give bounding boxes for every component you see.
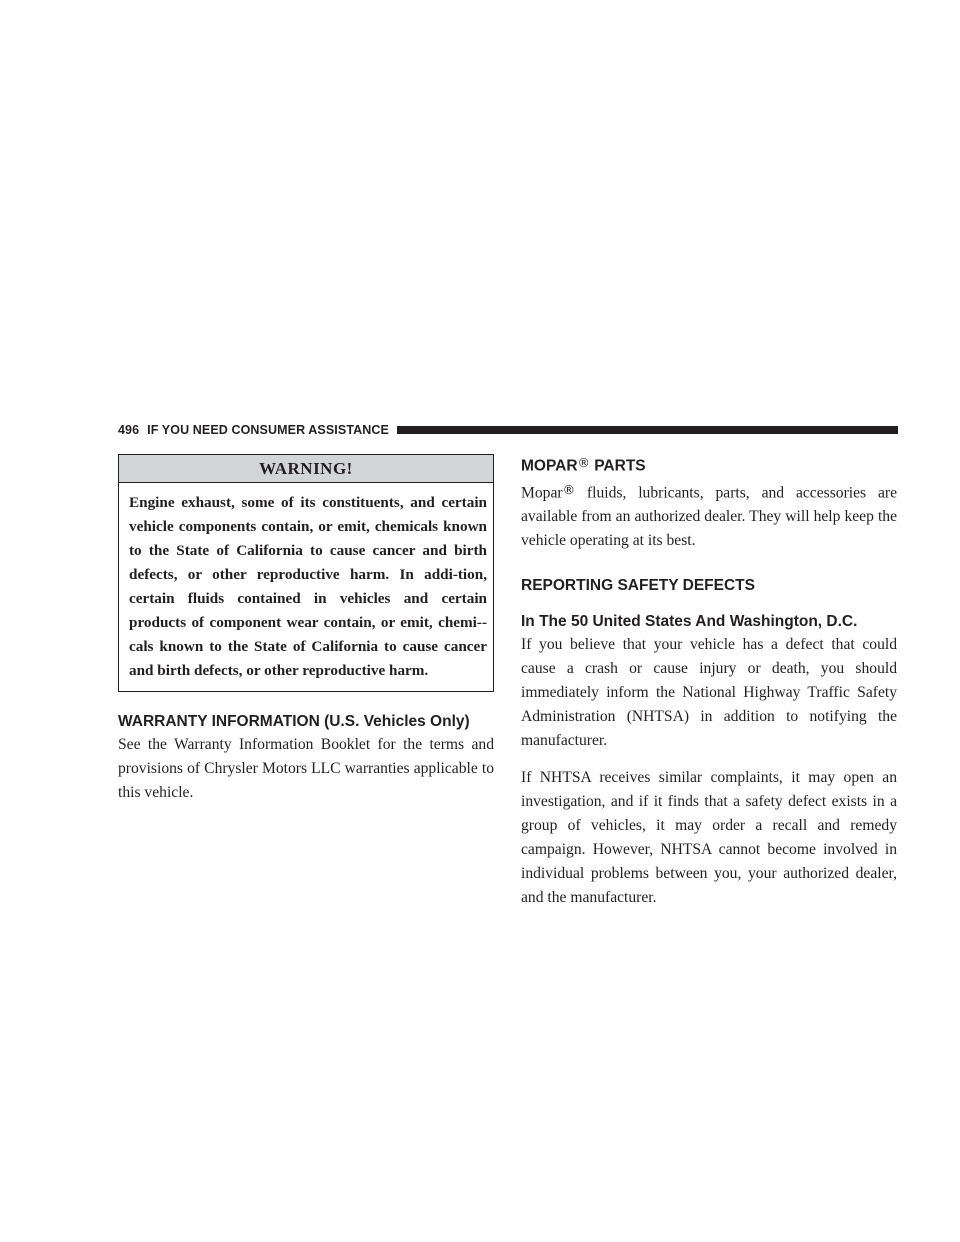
reporting-subheading: In The 50 United States And Washington, D.C. — [521, 613, 858, 631]
mopar-text-body: fluids, lubricants, parts, and accessories are available from an authorized dealer. They will help keep the vehicle operating at its best. — [521, 484, 897, 550]
registered-mark: ® — [562, 481, 576, 497]
warning-box — [118, 454, 494, 692]
registered-mark: ® — [577, 455, 590, 470]
mopar-text-prefix: Mopar — [521, 484, 563, 502]
right-column — [521, 454, 897, 910]
left-column — [118, 454, 494, 805]
reporting-paragraph-1: If you believe that your vehicle has a defect that could cause a crash or cause injury or death, you should immediately inform the National Highway Traffic Safety Administration (NHTSA) in addition to notifying the manufacturer. — [521, 636, 897, 750]
warning-text: Engine exhaust, some of its constituents, and certain vehicle components contain, or emit, chemicals known to the State of California to cause cancer and birth defects, or other reproductive harm. In addi-tion, certain fluids contained in vehicles and certain products of component wear contain, or emit, chemi-cals known to the State of California to cause cancer and birth defects, or other reproductive harm. — [129, 494, 487, 679]
warning-title: WARNING! — [119, 455, 493, 483]
header-rule — [397, 426, 898, 434]
reporting-heading: REPORTING SAFETY DEFECTS — [521, 577, 755, 595]
running-header — [118, 422, 898, 438]
page-number: 496 — [118, 423, 140, 437]
mopar-text — [521, 478, 897, 554]
reporting-paragraph-2: If NHTSA receives similar complaints, it may open an investigation, and if it finds that a safety defect exists in a group of vehicles, it may order a recall and remedy campaign. However, NHTSA cannot become involved in individual problems between you, your authorized dealer, and the manufacturer. — [521, 769, 897, 907]
mopar-heading — [521, 453, 897, 477]
mopar-heading-prefix: MOPAR — [521, 457, 578, 475]
warranty-heading: WARRANTY INFORMATION (U.S. Vehicles Only) — [118, 713, 470, 730]
mopar-heading-suffix: PARTS — [589, 457, 646, 475]
warranty-text: See the Warranty Information Booklet for the terms and provisions of Chrysler Motors LLC warranties applicable to this vehicle. — [118, 736, 494, 801]
section-title: IF YOU NEED CONSUMER ASSISTANCE — [147, 423, 389, 437]
